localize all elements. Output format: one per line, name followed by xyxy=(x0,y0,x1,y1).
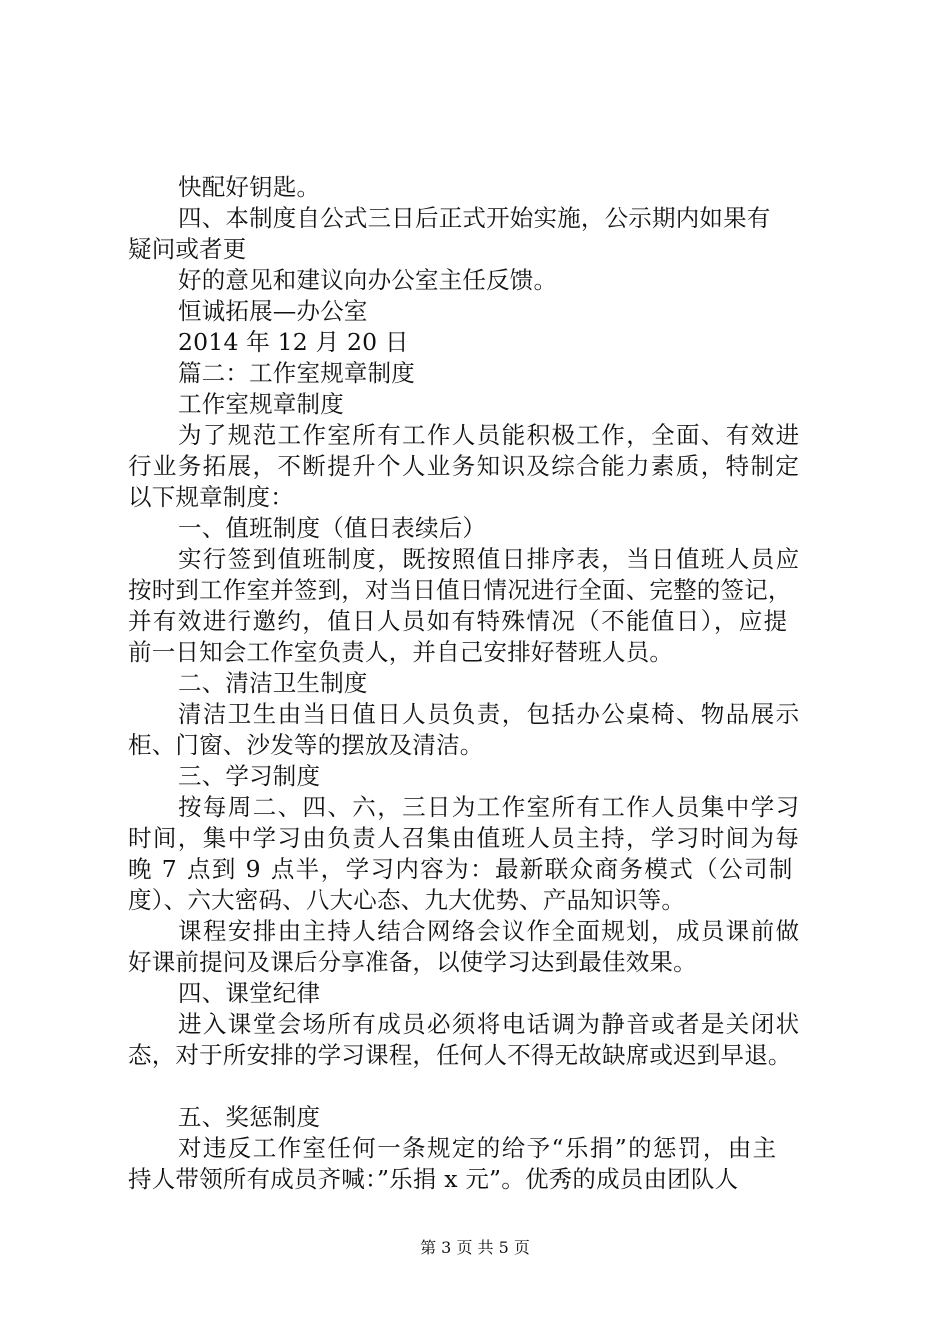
text-line: 柜、门窗、沙发等的摆放及清洁。 xyxy=(128,731,484,759)
subsection-heading: 二、清洁卫生制度 xyxy=(178,669,368,697)
page-number-footer: 第 3 页 共 5 页 xyxy=(420,1238,530,1257)
section-title: 篇二：工作室规章制度 xyxy=(178,359,415,387)
subsection-heading: 三、学习制度 xyxy=(178,762,321,790)
section-heading: 工作室规章制度 xyxy=(178,390,344,418)
text-line: 进入课堂会场所有成员必须将电话调为静音或者是关闭状 xyxy=(178,1010,801,1038)
text-line: 课程安排由主持人结合网络会议作全面规划，成员课前做 xyxy=(178,917,801,945)
date-line: 2014 年 12 月 20 日 xyxy=(178,328,409,356)
text-line: 四、本制度自公式三日后正式开始实施，公示期内如果有 xyxy=(178,204,771,232)
text-line: 度）、六大密码、八大心态、九大优势、产品知识等。 xyxy=(128,886,686,914)
text-line: 对违反工作室任何一条规定的给予“乐捐”的惩罚，由主 xyxy=(178,1134,778,1162)
text-line: 好的意见和建议向办公室主任反馈。 xyxy=(178,266,558,294)
text-line: 为了规范工作室所有工作人员能积极工作，全面、有效进 xyxy=(178,421,801,449)
text-line: 前一日知会工作室负责人，并自己安排好替班人员。 xyxy=(128,638,674,666)
text-line: 持人带领所有成员齐喊：”乐捐 x 元”。优秀的成员由团队人 xyxy=(128,1165,739,1193)
text-line: 实行签到值班制度，既按照值日排序表，当日值班人员应 xyxy=(178,545,801,573)
document-body xyxy=(128,172,838,1195)
text-line: 时间，集中学习由负责人召集由值班人员主持，学习时间为每 xyxy=(128,824,801,852)
text-line: 按时到工作室并签到，对当日值日情况进行全面、完整的签记， xyxy=(128,576,792,604)
text-line: 并有效进行邀约，值日人员如有特殊情况（不能值日），应提 xyxy=(128,607,789,635)
text-line: 以下规章制度： xyxy=(128,483,294,511)
blank-line xyxy=(128,1071,838,1102)
text-line: 疑问或者更 xyxy=(128,235,247,263)
text-line: 好课前提问及课后分享准备，以使学习达到最佳效果。 xyxy=(128,948,697,976)
text-line: 恒诚拓展—办公室 xyxy=(178,297,368,325)
text-line: 快配好钥匙。 xyxy=(178,173,321,201)
subsection-heading: 五、奖惩制度 xyxy=(178,1103,321,1131)
subsection-heading: 四、课堂纪律 xyxy=(178,979,321,1007)
text-line: 按每周二、四、六，三日为工作室所有工作人员集中学习 xyxy=(178,793,801,821)
text-line: 态，对于所安排的学习课程，任何人不得无故缺席或迟到早退。 xyxy=(128,1041,792,1069)
subsection-heading: 一、值班制度（值日表续后） xyxy=(178,514,487,542)
text-line: 晚 7 点到 9 点半，学习内容为：最新联众商务模式（公司制 xyxy=(128,855,794,883)
text-line: 清洁卫生由当日值日人员负责，包括办公桌椅、物品展示 xyxy=(178,700,801,728)
text-line: 行业务拓展，不断提升个人业务知识及综合能力素质，特制定 xyxy=(128,452,801,480)
